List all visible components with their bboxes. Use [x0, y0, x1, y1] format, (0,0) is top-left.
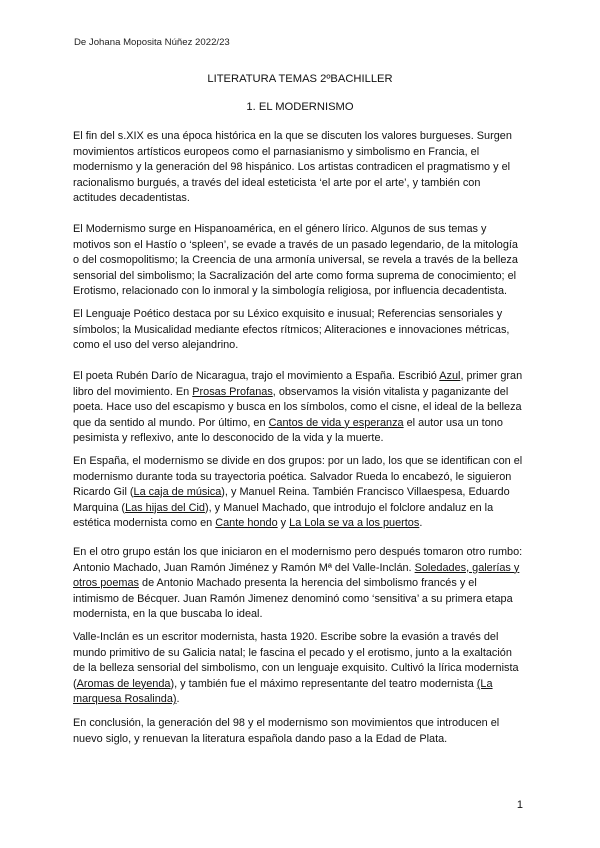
book-title-prosas-profanas: Prosas Profanas — [192, 385, 273, 398]
paragraph-poetic-language — [73, 307, 523, 354]
page-number: 1 — [516, 799, 523, 811]
book-title-caja-de-musica: La caja de música — [133, 486, 222, 499]
book-title-marquesa-rosalinda: (La marquesa Rosalinda) — [73, 677, 493, 706]
text-segment: En España, el modernismo se divide en dos grupos: por un lado, los que se identifican con el modernismo durante toda su trayectoria poética. Salvador Rueda lo encabezó, le siguieron Ricardo Gil ( — [73, 455, 523, 499]
text-segment: el autor usa un tono pesimista y reflexivo, ante lo desconocido de la vida y la muerte. — [73, 416, 503, 445]
book-title-hijas-del-cid: Las hijas del Cid — [125, 501, 205, 514]
paragraph-other-group — [73, 545, 523, 623]
text-segment: , observamos la visión vitalista y paganizante del poeta. Hace uso del escapismo y busca en los símbolos, como el cisne, el ideal de la belleza que da sentido al mundo. Por último, en — [73, 385, 522, 429]
text-segment: ), y también fue el máximo representante del teatro modernista — [170, 677, 477, 690]
author-header: De Johana Moposita Núñez 2022/23 — [74, 37, 230, 48]
text-segment: . — [419, 517, 423, 530]
paragraph-conclusion — [73, 716, 523, 747]
book-title-cantos-de-vida: Cantos de vida y esperanza — [268, 416, 404, 429]
document-title: LITERATURA TEMAS 2ºBACHILLER — [207, 73, 393, 85]
text-segment: y — [277, 517, 290, 530]
paragraph-ruben-dario — [73, 369, 523, 447]
book-title-aromas-de-leyenda: Aromas de leyenda — [76, 677, 171, 690]
text-segment: Valle-Inclán es un escritor modernista, hasta 1920. Escribe sobre la evasión a través del mundo primitivo de su Galicia natal; le fascina el pecado y el erotismo, junto a la exaltación de la belleza sensorial del simbolismo, con un lenguaje exquisito. Cultivó la lírica modernista ( — [73, 631, 519, 690]
paragraph-text: En conclusión, la generación del 98 y el modernismo son movimientos que introducen el nuevo siglo, y renuevan la literatura española dando paso a la Edad de Plata. — [73, 717, 500, 745]
text-segment: . — [176, 693, 180, 706]
book-title-la-lola: La Lola se va a los puertos — [289, 517, 420, 530]
text-segment: En el otro grupo están los que iniciaron en el modernismo pero después tomaron otro rumbo: Antonio Machado, Juan Ramón Jiménez y Ramón Mª del Valle-Inclán. — [73, 546, 523, 574]
paragraph-text: El Modernismo surge en Hispanoamérica, en el género lírico. Algunos de sus temas y motivos son el Hastío o ‘spleen’, se evade a través de un pasado legendario, de la mitología o del cosmopolitismo; la Creencia de una armonía universal, se revela a través de la belleza sensorial del simbolismo; la Sacralización del arte como forma suprema de conocimiento; el Erotismo, relacionado con lo inmoral y la simbología religiosa, por influencia decadentista. — [73, 223, 518, 298]
book-title-soledades: Soledades, galerías y otros poemas — [73, 561, 520, 590]
paragraph-valle-inclan — [73, 630, 523, 708]
book-title-azul: Azul — [439, 370, 461, 382]
text-segment: ), y Manuel Reina. También Francisco Villaespesa, Eduardo Marquina ( — [73, 486, 510, 514]
section-title: 1. EL MODERNISMO — [246, 101, 354, 113]
text-segment: El poeta Rubén Darío de Nicaragua, trajo el movimiento a España. Escribió — [73, 370, 440, 382]
paragraph-spain-groups — [73, 454, 523, 532]
text-segment: ), y Manuel Machado, que introdujo el folclore andaluz en la estética modernista como en — [73, 501, 494, 530]
paragraph-intro — [73, 129, 523, 207]
paragraph-text: El fin del s.XIX es una época histórica en la que se discuten los valores burgueses. Surgen movimientos artísticos europeos como el parnasianismo y simbolismo en Francia, el modernismo y la generación del 98 hispánico. Los artistas contradicen el pragmatismo y el racionalismo burgués, a través del ideal esteticista ‘el arte por el arte’, y también con actitudes decadentistas. — [73, 130, 512, 205]
text-segment: , primer gran libro del movimiento. En — [73, 370, 523, 398]
text-segment: de Antonio Machado presenta la herencia del simbolismo francés y el intimismo de Bécquer. Juan Ramón Jimenez denominó como ‘sensitiva’ a su primera etapa modernista, en la que buscaba lo ideal. — [73, 577, 513, 621]
paragraph-origin-themes — [73, 222, 523, 300]
book-title-cante-hondo: Cante hondo — [215, 517, 278, 530]
paragraph-text: El Lenguaje Poético destaca por su Léxico exquisito e inusual; Referencias sensoriales y símbolos; la Musicalidad mediante efectos rítmicos; Aliteraciones e innovaciones métricas, como el uso del verso alejandrino. — [73, 308, 510, 352]
